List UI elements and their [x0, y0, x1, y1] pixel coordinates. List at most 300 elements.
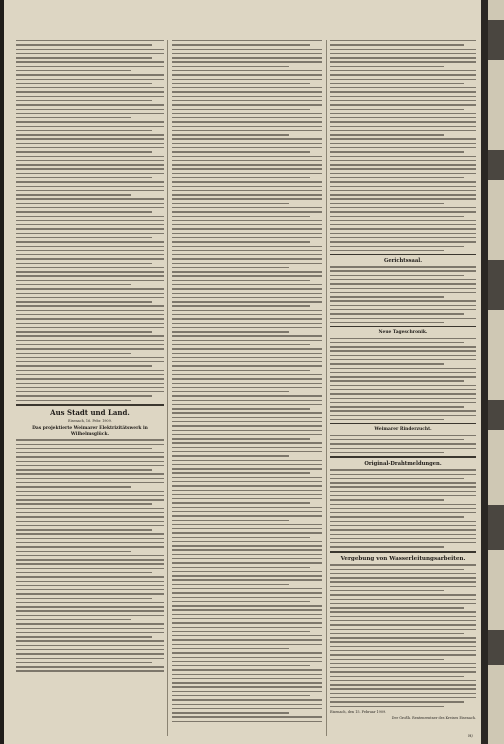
text-line [16, 658, 164, 659]
text-line [330, 663, 476, 664]
text-line [330, 590, 444, 591]
text-line [16, 138, 164, 139]
text-line [16, 653, 164, 654]
text-line [172, 207, 322, 208]
section-divider [330, 551, 476, 553]
text-line [330, 650, 476, 651]
text-line [330, 104, 476, 105]
text-line [330, 160, 476, 161]
article-title-elektrizitaetswerk: Das projektierte Weimarer Elektrizitätswerk in Wilhelmsglück. [32, 426, 148, 437]
text-line [16, 275, 164, 276]
text-line [330, 676, 464, 677]
text-line [172, 579, 322, 580]
text-line [16, 314, 164, 315]
text-line [330, 633, 464, 634]
text-line [172, 310, 322, 311]
text-line [172, 374, 322, 375]
text-line [330, 143, 476, 144]
section-title-rinderzucht: Weimarer Rinderzucht. [374, 427, 432, 433]
text-line [172, 305, 310, 306]
text-line [16, 83, 152, 84]
text-line [330, 194, 476, 195]
text-line [16, 632, 164, 633]
text-line [172, 383, 322, 384]
text-line [16, 593, 164, 594]
text-line [330, 486, 476, 487]
text-line [330, 599, 476, 600]
text-line [172, 434, 322, 435]
body-text-block [330, 266, 476, 323]
page-mark: H/ [468, 733, 473, 738]
text-line [16, 104, 164, 105]
text-line [172, 511, 322, 512]
text-line [16, 130, 152, 131]
text-line [16, 486, 131, 487]
text-line [172, 53, 322, 54]
text-line [172, 455, 289, 456]
text-line [172, 66, 289, 67]
text-line [172, 562, 322, 563]
text-line [16, 666, 164, 667]
text-line [172, 246, 322, 247]
text-line [16, 70, 131, 71]
text-line [16, 228, 164, 229]
text-line [330, 389, 476, 390]
text-line [172, 485, 322, 486]
text-line [172, 344, 310, 345]
text-line [172, 293, 322, 294]
text-line [172, 160, 322, 161]
text-line [330, 121, 476, 122]
text-line [172, 74, 322, 75]
text-line [172, 237, 322, 238]
text-line [16, 387, 164, 388]
body-text-block [16, 40, 164, 401]
text-line [172, 348, 322, 349]
text-line [330, 147, 476, 148]
text-line [330, 637, 476, 638]
text-line [172, 605, 322, 606]
text-line [16, 461, 164, 462]
text-line [16, 254, 164, 255]
text-line [172, 421, 322, 422]
column-rule [326, 40, 327, 736]
text-line [330, 478, 464, 479]
text-line [330, 207, 476, 208]
text-line [172, 404, 322, 405]
text-line [172, 79, 322, 80]
text-line [172, 258, 322, 259]
text-line [330, 452, 444, 453]
text-line [16, 378, 164, 379]
adjacent-page-edge [488, 0, 504, 744]
text-line [330, 581, 476, 582]
text-line [330, 134, 444, 135]
text-line [330, 350, 476, 351]
text-line [330, 629, 476, 630]
text-line [172, 464, 322, 465]
text-line [330, 283, 476, 284]
text-line [330, 57, 476, 58]
text-line [16, 598, 152, 599]
newspaper-page [4, 0, 481, 744]
text-line [330, 620, 476, 621]
text-line [172, 203, 289, 204]
text-line [330, 646, 476, 647]
text-line [172, 100, 322, 101]
section-title-tageschronik: Neue Tageschronik. [378, 330, 428, 336]
text-line [330, 74, 476, 75]
text-line [16, 482, 164, 483]
text-line [172, 70, 322, 71]
text-line [172, 545, 322, 546]
text-line [330, 203, 444, 204]
text-line [330, 216, 464, 217]
text-line [330, 190, 476, 191]
text-line [330, 181, 476, 182]
text-line [172, 515, 322, 516]
notice-date: Eisenach, den 15. Februar 1909. [330, 709, 387, 714]
text-line [16, 589, 164, 590]
text-line [172, 173, 322, 174]
text-line [16, 288, 164, 289]
text-line [330, 701, 464, 702]
text-line [16, 542, 164, 543]
dateline: Eisenach, 16. Febr. 1909. [68, 419, 112, 424]
text-line [172, 614, 322, 615]
text-line [16, 44, 152, 45]
text-line [16, 391, 164, 392]
column-3 [330, 40, 476, 736]
text-line [172, 682, 322, 683]
text-line [330, 376, 476, 377]
text-line [330, 279, 476, 280]
text-line [172, 430, 322, 431]
text-line [330, 237, 476, 238]
text-line [330, 624, 476, 625]
text-line [330, 309, 476, 310]
text-line [16, 305, 164, 306]
text-line [172, 323, 322, 324]
text-line [330, 534, 476, 535]
text-line [172, 121, 322, 122]
text-line [330, 305, 476, 306]
text-line [172, 528, 322, 529]
text-line [16, 452, 164, 453]
text-line [172, 168, 322, 169]
text-line [172, 297, 322, 298]
text-line [172, 254, 322, 255]
text-line [330, 586, 476, 587]
text-line [16, 610, 164, 611]
text-line [172, 104, 322, 105]
text-line [172, 143, 322, 144]
text-line [172, 361, 322, 362]
text-line [16, 220, 164, 221]
text-line [16, 143, 164, 144]
text-line [172, 537, 310, 538]
body-text-block [172, 40, 322, 722]
text-line [16, 555, 164, 556]
text-line [172, 186, 322, 187]
text-line [330, 173, 476, 174]
text-line [16, 395, 152, 396]
notice-signature: Der Großh. Rentenrentner des Kreises Eisenach. [391, 716, 476, 721]
text-line [16, 649, 164, 650]
text-line [172, 267, 289, 268]
text-line [172, 220, 322, 221]
text-line [172, 549, 322, 550]
text-line [172, 280, 310, 281]
text-line [330, 228, 476, 229]
text-line [330, 671, 476, 672]
text-line [330, 512, 476, 513]
text-line [16, 241, 164, 242]
text-line [16, 100, 152, 101]
text-line [16, 190, 164, 191]
text-line [16, 623, 164, 624]
text-line [16, 181, 164, 182]
section-title-drahtmeldungen: Original-Drahtmeldungen. [364, 461, 442, 468]
text-line [16, 525, 164, 526]
text-line [16, 439, 164, 440]
text-line [16, 365, 152, 366]
text-line [172, 686, 322, 687]
text-line [172, 507, 322, 508]
text-line [16, 521, 164, 522]
text-line [330, 138, 476, 139]
section-divider [330, 326, 476, 327]
text-line [330, 398, 476, 399]
text-line [16, 551, 131, 552]
text-line [16, 310, 164, 311]
text-line [330, 529, 476, 530]
text-line [16, 96, 164, 97]
text-line [330, 113, 476, 114]
text-line [172, 678, 322, 679]
text-line [330, 688, 476, 689]
column-2 [172, 40, 322, 736]
text-line [16, 207, 164, 208]
text-line [172, 691, 322, 692]
text-line [330, 211, 476, 212]
text-line [172, 631, 310, 632]
text-line [16, 147, 164, 148]
section-divider [330, 254, 476, 255]
text-line [330, 40, 476, 41]
text-line [16, 444, 164, 445]
text-line [172, 224, 322, 225]
text-line [172, 657, 322, 658]
body-text-block [330, 338, 476, 421]
text-line [16, 318, 164, 319]
text-line [16, 559, 164, 560]
notice-title-wasserleitung: Vergebung von Wasserleitungsarbeiten. [340, 555, 466, 562]
column-1 [16, 40, 164, 736]
text-line [330, 224, 476, 225]
text-line [330, 594, 476, 595]
text-line [172, 91, 322, 92]
text-line [172, 481, 322, 482]
text-line [172, 190, 322, 191]
text-line [172, 275, 322, 276]
text-line [172, 117, 322, 118]
text-line [330, 504, 476, 505]
text-line [172, 271, 322, 272]
text-line [16, 224, 164, 225]
text-line [330, 100, 476, 101]
text-line [172, 721, 322, 722]
text-line [330, 684, 476, 685]
text-line [172, 618, 322, 619]
text-line [16, 121, 164, 122]
text-line [16, 563, 164, 564]
text-line [16, 297, 164, 298]
text-line [330, 83, 464, 84]
text-line [16, 344, 164, 345]
text-line [172, 61, 322, 62]
text-line [330, 338, 476, 339]
text-line [172, 387, 322, 388]
text-line [172, 588, 322, 589]
text-line [16, 374, 164, 375]
text-line [330, 49, 476, 50]
text-line [172, 644, 322, 645]
text-line [330, 706, 444, 707]
text-line [172, 699, 322, 700]
text-line [172, 156, 322, 157]
text-line [172, 575, 322, 576]
text-line [330, 410, 476, 411]
text-line [330, 130, 476, 131]
text-line [16, 529, 152, 530]
text-line [16, 134, 164, 135]
text-line [330, 266, 476, 267]
text-line [16, 233, 164, 234]
text-line [172, 661, 322, 662]
text-line [330, 443, 476, 444]
text-line [172, 151, 310, 152]
section-divider [330, 456, 476, 458]
text-line [330, 435, 476, 436]
text-line [330, 499, 444, 500]
section-divider [330, 423, 476, 424]
text-line [330, 288, 476, 289]
text-line [16, 126, 164, 127]
text-line [172, 83, 310, 84]
text-line [172, 648, 289, 649]
text-line [172, 357, 322, 358]
text-line [16, 198, 164, 199]
text-line [172, 400, 322, 401]
text-line [330, 117, 476, 118]
text-line [330, 96, 476, 97]
text-line [330, 525, 476, 526]
text-line [16, 572, 152, 573]
text-line [172, 395, 322, 396]
text-line [16, 40, 164, 41]
text-line [172, 472, 310, 473]
text-line [330, 220, 476, 221]
text-line [172, 609, 322, 610]
text-line [330, 66, 444, 67]
text-line [172, 378, 322, 379]
text-line [172, 704, 322, 705]
text-line [172, 567, 310, 568]
text-line [172, 665, 310, 666]
text-line [16, 57, 152, 58]
text-line [16, 357, 164, 358]
text-line [330, 126, 476, 127]
text-line [16, 662, 152, 663]
text-line [16, 49, 164, 50]
text-line [16, 61, 164, 62]
text-line [172, 494, 322, 495]
text-line [172, 652, 322, 653]
text-line [172, 365, 322, 366]
text-line [172, 622, 322, 623]
text-line [16, 186, 164, 187]
text-line [172, 451, 322, 452]
text-line [16, 512, 164, 513]
text-line [172, 601, 310, 602]
text-line [172, 353, 322, 354]
text-line [172, 524, 322, 525]
text-line [172, 314, 322, 315]
text-line [16, 340, 164, 341]
text-line [16, 636, 152, 637]
text-line [16, 53, 164, 54]
text-line [172, 627, 322, 628]
text-line [172, 584, 289, 585]
text-line [172, 96, 322, 97]
text-line [16, 327, 164, 328]
text-line [330, 667, 476, 668]
text-line [16, 353, 131, 354]
text-line [172, 126, 322, 127]
text-line [330, 448, 476, 449]
text-line [16, 331, 152, 332]
text-line [172, 233, 322, 234]
text-line [330, 542, 476, 543]
text-line [172, 558, 322, 559]
text-line [172, 447, 322, 448]
text-line [16, 323, 164, 324]
text-line [330, 697, 476, 698]
text-line [330, 372, 476, 373]
body-text-block [330, 40, 476, 251]
text-line [172, 301, 322, 302]
text-line [330, 482, 476, 483]
text-line [330, 654, 476, 655]
text-line [330, 44, 464, 45]
text-line [172, 335, 322, 336]
text-line [16, 79, 164, 80]
text-line [172, 674, 322, 675]
text-line [172, 216, 310, 217]
text-line [330, 151, 464, 152]
text-line [172, 477, 322, 478]
text-line [172, 532, 322, 533]
text-line [330, 611, 476, 612]
text-line [330, 693, 476, 694]
text-line [330, 474, 476, 475]
text-line [330, 616, 476, 617]
text-line [330, 569, 464, 570]
text-line [16, 335, 164, 336]
body-text-block [330, 435, 476, 454]
text-line [330, 198, 476, 199]
